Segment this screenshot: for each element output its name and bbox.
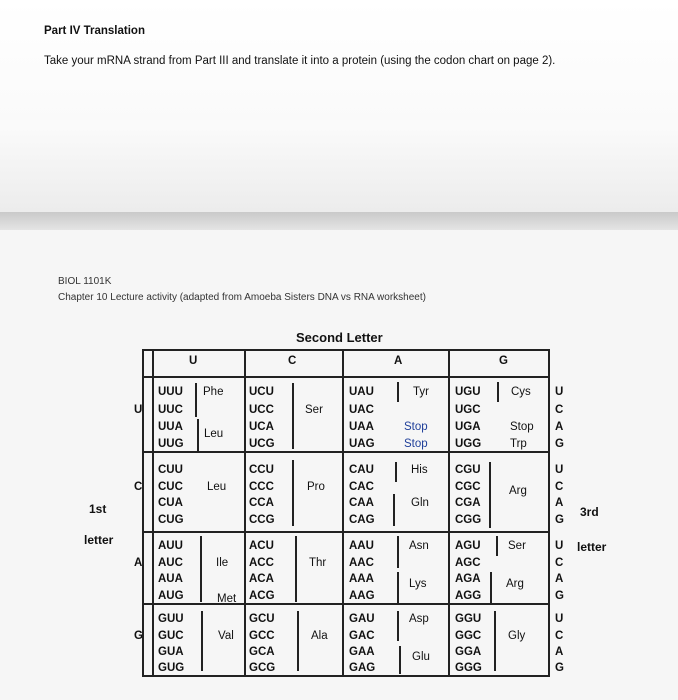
third-letter: A [555,573,564,585]
bracket-bar [397,382,399,402]
codon: UGG [455,438,482,450]
codon: AUG [158,590,184,602]
second-letter-u: U [189,355,198,367]
codon: ACU [249,540,274,552]
first-letter-c: C [134,481,143,493]
bracket-bar [397,536,399,568]
instruction-text: Take your mRNA strand from Part III and translate it into a protein (using the codon chart on page 2). [44,55,556,67]
amino-acid-label: Lys [409,578,427,590]
bracket-bar [292,460,294,526]
third-letter: G [555,590,564,602]
amino-acid-label: Leu [207,481,227,493]
bracket-bar [397,572,399,604]
amino-acid-label: Cys [511,386,531,398]
codon: ACA [249,573,274,585]
codon: ACC [249,557,274,569]
grid-column-line [244,349,246,677]
codon: UUU [158,386,183,398]
chapter-subtitle: Chapter 10 Lecture activity (adapted from Amoeba Sisters DNA vs RNA worksheet) [58,292,426,303]
grid-row-line [142,451,550,453]
amino-acid-label: Gln [411,497,429,509]
first-letter-g: G [134,630,143,642]
second-letter-title: Second Letter [296,330,383,345]
codon: AAU [349,540,374,552]
codon: CAU [349,464,374,476]
second-letter-a: A [394,355,403,367]
codon: ACG [249,590,275,602]
codon: GUU [158,613,184,625]
second-letter-c: C [288,355,297,367]
amino-acid-label: Arg [509,485,527,497]
codon: CCG [249,514,275,526]
codon: CCC [249,481,274,493]
codon: GCA [249,646,275,658]
third-letter: U [555,464,564,476]
bracket-bar [195,383,197,417]
codon: GUC [158,630,184,642]
third-letter: A [555,646,564,658]
codon: GGU [455,613,482,625]
codon: GAG [349,662,376,674]
codon: GCG [249,662,276,674]
amino-acid-label: Trp [510,438,527,450]
amino-acid-label: Met [217,593,237,605]
codon: AAA [349,573,374,585]
bracket-bar [297,611,299,671]
codon: GUG [158,662,185,674]
amino-acid-label: Ser [305,404,323,416]
amino-acid-label: Gly [508,630,526,642]
grid-column-line [342,349,344,677]
third-letter: C [555,481,564,493]
codon: UGC [455,404,481,416]
codon: AUU [158,540,183,552]
codon: UAC [349,404,374,416]
codon: UCU [249,386,274,398]
bracket-bar [496,536,498,556]
third-letter: G [555,514,564,526]
codon: CGA [455,497,481,509]
codon: CAA [349,497,374,509]
codon: UAU [349,386,374,398]
codon: GUA [158,646,184,658]
codon: GAU [349,613,375,625]
amino-acid-label: Asp [409,613,429,625]
grid-column-line [548,349,550,677]
codon: CGC [455,481,481,493]
amino-acid-label: Ser [508,540,526,552]
grid-row-line [142,603,550,605]
third-letter: U [555,613,564,625]
amino-acid-label: Stop [404,438,428,450]
grid-row-line [142,376,550,378]
grid-row-line [142,531,550,533]
part-title: Part IV Translation [44,25,145,37]
third-letter: U [555,540,564,552]
bracket-bar [292,383,294,449]
amino-acid-label: Stop [510,421,534,433]
amino-acid-label: Thr [309,557,327,569]
third-letter: C [555,557,564,569]
page-divider [0,212,678,230]
amino-acid-label: His [411,464,428,476]
codon: AAC [349,557,374,569]
codon: CUG [158,514,184,526]
codon: GGA [455,646,482,658]
codon: UUA [158,421,183,433]
codon: CCU [249,464,274,476]
amino-acid-label: Leu [204,428,224,440]
third-letter: G [555,662,564,674]
amino-acid-label: Val [218,630,234,642]
codon: GGC [455,630,482,642]
codon: CCA [249,497,274,509]
codon: GCU [249,613,275,625]
third-letter: C [555,404,564,416]
codon: UAA [349,421,374,433]
third-letter-label-line2: letter [577,540,607,554]
bracket-bar [399,646,401,674]
codon: AUC [158,557,183,569]
codon: AGG [455,590,482,602]
bracket-bar [397,611,399,641]
bracket-bar [395,462,397,482]
bracket-bar [497,382,499,402]
bracket-bar [494,611,496,671]
first-letter-label-line1: 1st [89,502,107,516]
codon: UCG [249,438,275,450]
codon: CGU [455,464,481,476]
third-letter: A [555,497,564,509]
grid-column-line [152,349,154,677]
amino-acid-label: Ala [311,630,328,642]
codon: AUA [158,573,183,585]
codon: UUG [158,438,184,450]
bracket-bar [201,611,203,671]
codon: AGA [455,573,481,585]
bracket-bar [197,419,199,451]
bracket-bar [200,536,202,602]
codon: UCA [249,421,274,433]
codon: UGA [455,421,481,433]
codon: GAC [349,630,375,642]
third-letter-label-line1: 3rd [580,505,599,519]
codon: CUA [158,497,183,509]
codon: GAA [349,646,375,658]
codon: UCC [249,404,274,416]
amino-acid-label: Glu [412,651,430,663]
codon: UUC [158,404,183,416]
amino-acid-label: Asn [409,540,429,552]
codon: CGG [455,514,482,526]
codon: CAC [349,481,374,493]
codon: CUU [158,464,183,476]
codon: UAG [349,438,375,450]
bracket-bar [393,494,395,526]
second-letter-g: G [499,355,508,367]
amino-acid-label: Arg [506,578,524,590]
codon: CAG [349,514,375,526]
amino-acid-label: Pro [307,481,325,493]
amino-acid-label: Ile [216,557,229,569]
first-letter-u: U [134,404,143,416]
course-code: BIOL 1101K [58,276,112,287]
amino-acid-label: Phe [203,386,224,398]
bracket-bar [490,572,492,604]
amino-acid-label: Stop [404,421,428,433]
third-letter: C [555,630,564,642]
codon: AGC [455,557,481,569]
first-letter-a: A [134,557,143,569]
first-letter-label-line2: letter [84,533,114,547]
codon: UGU [455,386,481,398]
codon: AGU [455,540,481,552]
grid-column-line [448,349,450,677]
third-letter: A [555,421,564,433]
bracket-bar [295,536,297,602]
third-letter: U [555,386,564,398]
codon: GCC [249,630,275,642]
third-letter: G [555,438,564,450]
codon: CUC [158,481,183,493]
codon: GGG [455,662,482,674]
codon: AAG [349,590,375,602]
amino-acid-label: Tyr [413,386,429,398]
bracket-bar [489,462,491,528]
